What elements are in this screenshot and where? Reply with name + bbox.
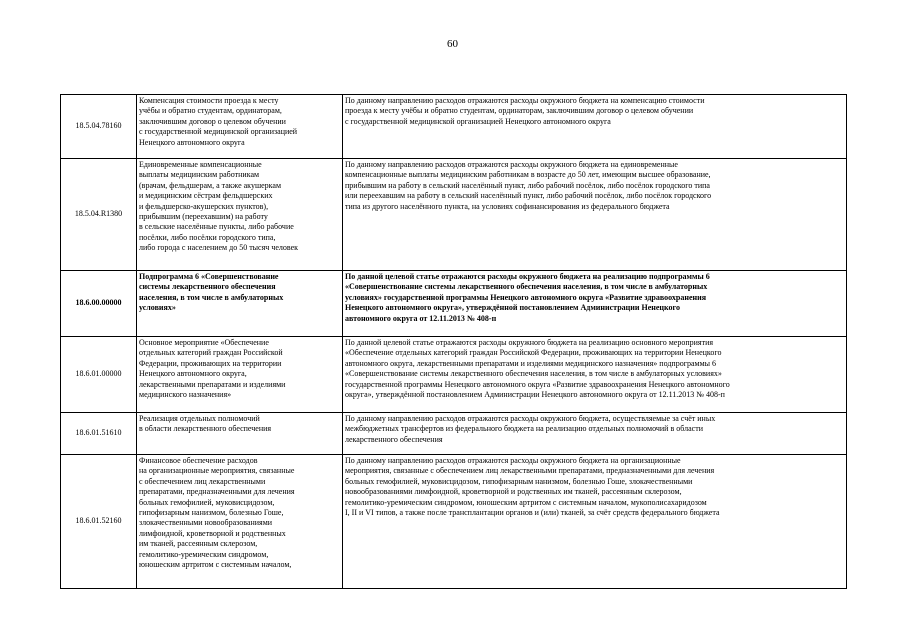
row-description <box>343 271 847 337</box>
table-row <box>61 159 847 271</box>
table-row <box>61 95 847 159</box>
page-number: 60 <box>447 38 458 50</box>
row-name <box>137 455 343 589</box>
row-description-text: По данной целевой статье отражаются расходы окружного бюджета на реализацию основного мероприятия «Обеспечение отдельных категорий граждан Российской Федерации, проживающих на территории Ненецкого автономного округа, лекарственными препаратами и изделиями медицинского назначения» подпрограммы 6 «Совершенствование системы лекарственного обеспечения населения, в том числе в амбулаторных условиях» государственной программы Ненецкого автономного округа «Развитие здравоохранения Ненецкого автономного округа», утверждённой постановлением Администрации Ненецкого автономного округа от 12.11.2013 № 408-п <box>345 338 730 400</box>
row-name-text: Подпрограмма 6 «Совершенствование системы лекарственного обеспечения населения, в том числе в амбулаторных условиях» <box>139 272 284 313</box>
row-description-text: По данному направлению расходов отражаются расходы окружного бюджета на компенсацию стоимости проезда к месту учёбы и обратно студентам, ординаторам, заключившим договор о целевом обучении с государственной медицинской организацией Ненецкого автономного округа <box>345 96 705 126</box>
row-description <box>343 95 847 159</box>
table-row <box>61 455 847 589</box>
row-code: 18.6.01.51610 <box>61 413 137 455</box>
row-name <box>137 271 343 337</box>
row-description-text: По данному направлению расходов отражаются расходы окружного бюджета на организационные мероприятия, связанные с обеспечением лиц лекарственными препаратами, предназначенными для лечения больных гемофилией, муковисцидозом, гипофизарным нанизмом, болезнью Гоше, злокачественными новообразованиями лимфоидной, кроветворной и родственных им тканей, рассеянным склерозом, гемолитико-уремическим синдромом, юношеским артритом с системным началом, мукополисахаридозом I, II и VI типов, а также после трансплантации органов и (или) тканей, за счёт средств федерального бюджета <box>345 456 720 518</box>
table-row <box>61 337 847 413</box>
row-name-text: Финансовое обеспечение расходов на организационные мероприятия, связанные с обеспечением лиц лекарственными препаратами, предназначенными для лечения больных гемофилией, муковисцидозом, гипофизарным нанизмом, болезнью Гоше, злокачественными новообразованиями лимфоидной, кроветворной и родственных им тканей, рассеянным склерозом, гемолитико-уремическим синдромом, юношеским артритом с системным началом, <box>139 456 295 570</box>
row-name-text: Основное мероприятие «Обеспечение отдельных категорий граждан Российской Федерации, проживающих на территории Ненецкого автономного округа, лекарственными препаратами и изделиями медицинского назначения» <box>139 338 286 400</box>
row-name <box>137 159 343 271</box>
row-name-text: Компенсация стоимости проезда к месту учёбы и обратно студентам, ординаторам, заключившим договор о целевом обучении с государственной медицинской организацией Ненецкого автономного округа <box>139 96 298 147</box>
row-description-text: По данному направлению расходов отражаются расходы окружного бюджета, осуществляемые за счёт иных межбюджетных трансфертов из федерального бюджета на реализацию отдельных полномочий в области лекарственного обеспечения <box>345 414 716 444</box>
table-row <box>61 413 847 455</box>
row-description <box>343 159 847 271</box>
row-code: 18.5.04.R1380 <box>61 159 137 271</box>
row-code: 18.5.04.78160 <box>61 95 137 159</box>
table-row <box>61 271 847 337</box>
row-code: 18.6.01.00000 <box>61 337 137 413</box>
row-description <box>343 413 847 455</box>
budget-classification-table <box>60 94 847 589</box>
row-name-text: Реализация отдельных полномочий в области лекарственного обеспечения <box>139 414 272 434</box>
row-description-text: По данному направлению расходов отражаются расходы окружного бюджета на единовременные компенсационные выплаты медицинским работникам в возрасте до 50 лет, имеющим высшее образование, прибывшим на работу в сельский населённый пункт, либо рабочий посёлок, либо посёлок городского типа или переехавшим на работу в сельский населённый пункт, либо рабочий посёлок, либо посёлок городского типа из другого населённого пункта, на условиях софинансирования из федерального бюджета <box>345 160 712 211</box>
row-code: 18.6.00.00000 <box>61 271 137 337</box>
row-description <box>343 455 847 589</box>
row-name <box>137 95 343 159</box>
row-description-text: По данной целевой статье отражаются расходы окружного бюджета на реализацию подпрограммы 6 «Совершенствование системы лекарственного обеспечения населения, в том числе в амбулаторных условиях» государственной программы Ненецкого автономного округа «Развитие здравоохранения Ненецкого автономного округа», утверждённой постановлением Администрации Ненецкого автономного округа от 12.11.2013 № 408-п <box>345 272 710 323</box>
row-name <box>137 413 343 455</box>
row-name-text: Единовременные компенсационные выплаты медицинским работникам (врачам, фельдшерам, а также акушеркам и медицинским сёстрам фельдшерских и фельдшерско-акушерских пунктов), прибывшим (переехавшим) на работу в сельские населённые пункты, либо рабочие посёлки, либо посёлки городского типа, либо города с населением до 50 тысяч человек <box>139 160 299 253</box>
row-code: 18.6.01.52160 <box>61 455 137 589</box>
row-description <box>343 337 847 413</box>
row-name <box>137 337 343 413</box>
